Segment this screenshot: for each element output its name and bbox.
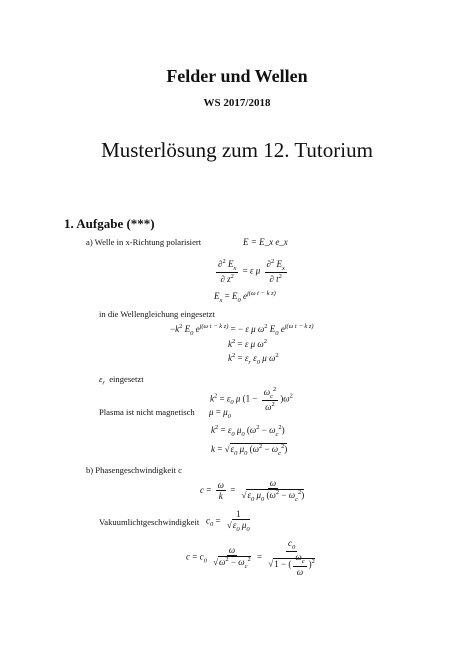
epsilon-equation: $k^2 = \varepsilon_0$ μ (1 − $\frac{\omega_c^2}{\omega^2}$ )$\omega^2$ xyxy=(210,386,293,413)
semester-label: WS 2017/2018 xyxy=(203,97,271,109)
field-polarization-text: E = E_x e_x xyxy=(243,237,288,247)
insert-equation-1: $-k^2$ $E_0$ $e^{j(\omega t - k z)}$ = − ε μ $\omega^2$ $E_0$ $e^{j(\omega t - k z)}$ xyxy=(170,323,314,337)
section-heading: 1. Aufgabe (***) xyxy=(64,216,155,231)
phase-velocity-equation: c = $\frac{\omega}{k}$ = $\frac{\omega}{√\varepsilon_0 \mu_0 (\omega^2 - \omega_c^2)}$ xyxy=(200,478,305,504)
vacuum-equation: $c_0$ = $\frac{1}{√\varepsilon_0 \mu_0}$ xyxy=(206,509,250,534)
plasma-condition: $\mu = \mu_0$ xyxy=(209,407,231,420)
insert-equation-3: $k^2 = \varepsilon_r$ $\varepsilon_0$ μ $\omega^2$ xyxy=(228,352,279,366)
insert-text: in die Wellengleichung eingesetzt xyxy=(99,309,215,319)
solution-equation: $E_x = E_0$ $e^{j(\omega t - k z)}$ xyxy=(214,290,276,304)
plasma-text: Plasma ist nicht magnetisch xyxy=(99,407,195,417)
part-a-label: a) Welle in x-Richtung polarisiert xyxy=(86,237,202,247)
plasma-equation-2: $k = √\varepsilon_0$ $\mu_0$ $(\omega^2 - \omega_c^2)$ xyxy=(211,443,288,457)
wave-equation: $\frac{\partial^2 E_x}{\partial z^2}$ = ε μ $\frac{\partial^2 E_x}{\partial t^2}$ xyxy=(218,258,285,285)
vacuum-text: Vakuumlichtgeschwindigkeit xyxy=(99,517,200,527)
document-subtitle: Musterlösung zum 12. Tutorium xyxy=(101,138,373,162)
part-b-label: b) Phasengeschwindigkeit c xyxy=(86,465,182,475)
insert-equation-2: $k^2 = \varepsilon$ μ $\omega^2$ xyxy=(228,338,267,349)
field-polarization-eq xyxy=(243,237,288,247)
page-title: Felder und Wellen xyxy=(166,66,308,86)
final-equation: $c = c_0$ $\frac{\omega}{√\omega^2 - \omega_c^2}$ = $c_0$ √1 − ( $\frac{\omega_c}{\omega}$ )$^2$ xyxy=(186,538,315,577)
epsilon-text: $\varepsilon_r$ eingesetzt xyxy=(99,374,144,387)
plasma-equation-1: $k^2 = \varepsilon_0$ $\mu_0$ $(\omega^2 - \omega_c^2)$ xyxy=(211,424,285,438)
